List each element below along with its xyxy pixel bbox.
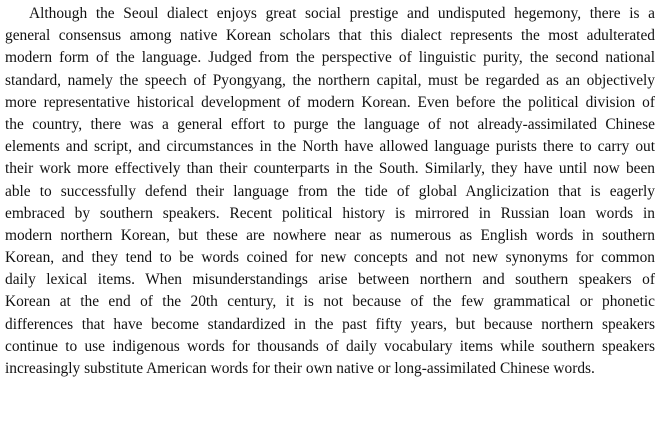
- paragraph-line: daily lexical items. When misunderstandings arise between northern and southern speakers of: [5, 271, 655, 289]
- paragraph-line: the country, there was a general effort to purge the language of not already-assimilated Chinese: [5, 115, 655, 133]
- paragraph-line: their work more effectively than their counterparts in the South. Similarly, they have until now been: [5, 160, 655, 178]
- paragraph-line: general consensus among native Korean scholars that this dialect represents the most adulterated: [5, 27, 655, 45]
- body-paragraph: [5, 3, 655, 380]
- paragraph-line: increasingly substitute American words for their own native or long-assimilated Chinese words.: [5, 360, 595, 377]
- paragraph-line: continue to use indigenous words for thousands of daily vocabulary items while southern speakers: [5, 337, 655, 355]
- paragraph-line: differences that have become standardized in the past fifty years, but because northern speakers: [5, 315, 655, 333]
- paragraph-line: modern form of the language. Judged from the perspective of linguistic purity, the second national: [5, 49, 655, 67]
- paragraph-line: embraced by southern speakers. Recent political history is mirrored in Russian loan words in: [5, 204, 655, 222]
- paragraph-line: Korean at the end of the 20th century, it is not because of the few grammatical or phonetic: [5, 293, 655, 311]
- paragraph-line: Korean, and they tend to be words coined for new concepts and not new synonyms for common: [5, 249, 655, 267]
- paragraph-line: more representative historical development of modern Korean. Even before the political division of: [5, 93, 655, 111]
- paragraph-line: Although the Seoul dialect enjoys great social prestige and undisputed hegemony, there is a: [29, 5, 655, 22]
- paragraph-line: elements and script, and circumstances in the North have allowed language purists there to carry out: [5, 138, 655, 156]
- paragraph-line: modern northern Korean, but these are nowhere near as numerous as English words in southern: [5, 226, 655, 244]
- paragraph-line: standard, namely the speech of Pyongyang, the northern capital, must be regarded as an objectively: [5, 71, 655, 89]
- paragraph-line: able to successfully defend their language from the tide of global Anglicization that is eagerly: [5, 182, 655, 200]
